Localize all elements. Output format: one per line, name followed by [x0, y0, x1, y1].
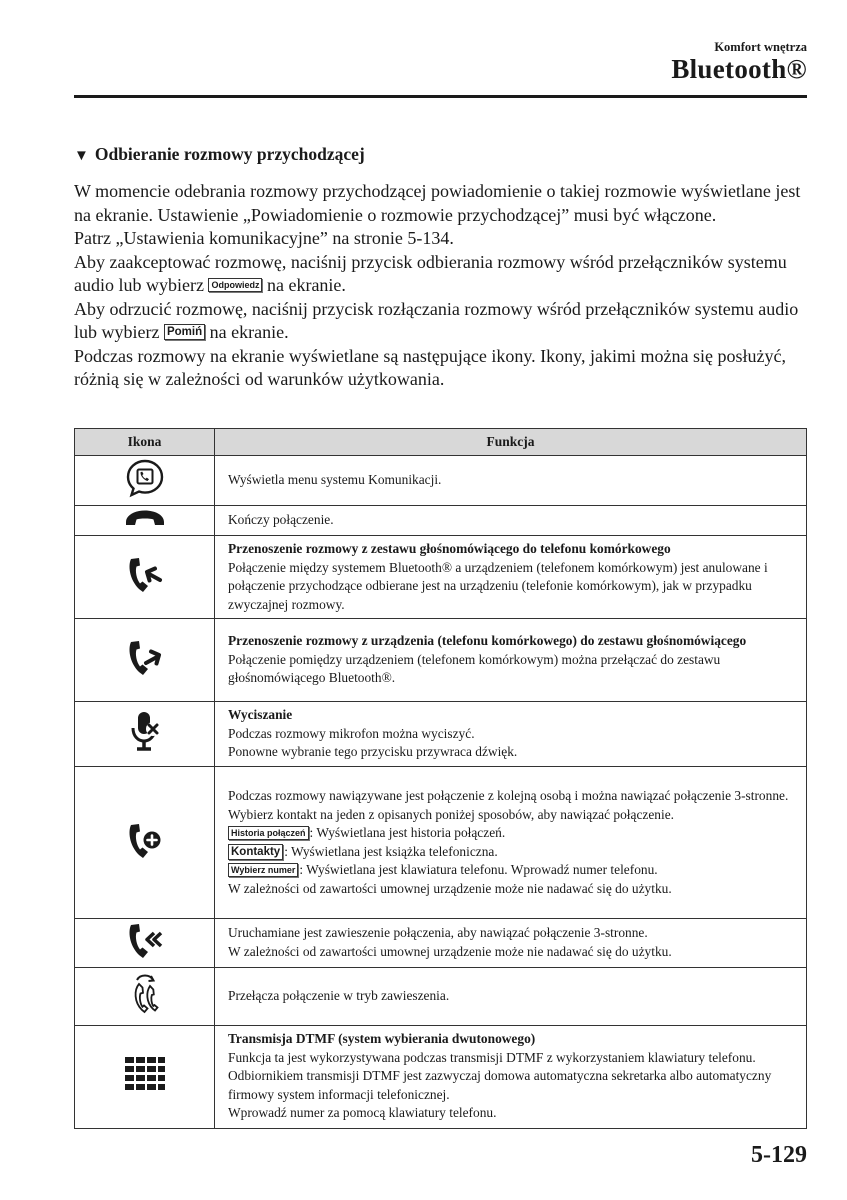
table-row	[75, 767, 807, 919]
section-heading	[74, 144, 365, 165]
table-row	[75, 536, 807, 619]
function-title: Przenoszenie rozmowy z zestawu głośnomówiącego do telefonu komórkowego	[228, 541, 671, 556]
function-text: Funkcja ta jest wykorzystywana podczas transmisji DTMF z wykorzystaniem klawiatury telefonu. Odbiornikiem transmisji DTMF jest zazwyczaj domowa automatyczna sekretarka albo automatyczny firmowy system informacji telefonicznej.	[228, 1049, 772, 1102]
page-header-title: Bluetooth®	[671, 54, 807, 84]
dial-number-option	[228, 861, 798, 880]
contacts-key-label: Kontakty	[228, 844, 283, 860]
column-header-icon: Ikona	[75, 429, 215, 456]
column-header-function: Funkcja	[215, 429, 807, 456]
contacts-option	[228, 843, 798, 862]
hold-switch-icon	[127, 1004, 163, 1019]
option-text: : Wyświetlana jest książka telefoniczna.	[284, 843, 498, 859]
function-text: Połączenie pomiędzy urządzeniem (telefonem komórkowym) można przełączać do zestawu głośnomówiącego Bluetooth®.	[228, 651, 721, 686]
transfer-to-phone-icon	[125, 583, 165, 598]
function-cell	[215, 536, 807, 619]
paragraph: Podczas rozmowy na ekranie wyświetlane są następujące ikony. Ikony, jakimi można się posłużyć, różnią się w zależności od warunków użytkowania.	[74, 345, 786, 389]
function-text: Uruchamiane jest zawieszenie połączenia, aby nawiązać połączenie 3-stronne.	[228, 925, 648, 941]
function-text: Podczas rozmowy mikrofon można wyciszyć.	[228, 725, 475, 741]
paragraph: W momencie odebrania rozmowy przychodzącej powiadomienie o takiej rozmowie wyświetlane jest na ekranie. Ustawienie „Powiadomienie o rozmowie przychodzącej” musi być włączone.	[74, 181, 801, 225]
function-title: Przenoszenie rozmowy z urządzenia (telefonu komórkowego) do zestawu głośnomówiącego	[228, 633, 747, 649]
icon-cell	[75, 967, 215, 1025]
function-text: Połączenie między systemem Bluetooth® a urządzeniem (telefonem komórkowym) jest anulowane i połączenie przychodzące odbierane jest na urządzeniu (telefonie komórkowym), jak w przypadku zwyczajnej rozmowy.	[228, 559, 768, 612]
function-cell	[215, 967, 807, 1025]
icon-cell	[75, 1025, 215, 1128]
function-text: Kończy połączenie.	[228, 512, 334, 528]
option-text: : Wyświetlana jest klawiatura telefonu. Wprowadź numer telefonu.	[299, 862, 658, 877]
call-history-key-label: Historia połączeń	[228, 826, 309, 840]
icon-cell	[75, 506, 215, 536]
page-number: 5-129	[751, 1142, 807, 1168]
icon-cell	[75, 456, 215, 506]
paragraph-text: Aby odrzucić rozmowę, naciśnij przycisk rozłączania rozmowy wśród przełączników systemu audio lub wybierz	[74, 298, 799, 342]
icon-function-table	[74, 428, 807, 1129]
hang-up-icon	[123, 517, 167, 532]
function-cell	[215, 767, 807, 919]
header-divider	[74, 95, 807, 98]
function-text: Wprowadź numer za pomocą klawiatury telefonu.	[228, 1105, 497, 1121]
option-text: : Wyświetlana jest historia połączeń.	[309, 825, 506, 840]
paragraph: Patrz „Ustawienia komunikacyjne” na stronie 5-134.	[74, 228, 454, 248]
table-row	[75, 919, 807, 968]
chapter-name: Komfort wnętrza	[714, 40, 807, 54]
table-row	[75, 1025, 807, 1128]
dial-number-key-label: Wybierz numer	[228, 863, 298, 877]
paragraph-text: na ekranie.	[266, 275, 346, 295]
function-text: Przełącza połączenie w tryb zawieszenia.	[228, 987, 450, 1003]
table-header-row	[75, 429, 807, 456]
call-history-option	[228, 824, 798, 843]
paragraph-text: Aby zaakceptować rozmowę, naciśnij przycisk odbierania rozmowy wśród przełączników systemu audio lub wybierz	[74, 251, 787, 295]
icon-cell	[75, 536, 215, 619]
heading-marker: ▼	[74, 148, 89, 164]
function-cell	[215, 456, 807, 506]
icon-cell	[75, 919, 215, 968]
transfer-to-handsfree-icon	[125, 666, 165, 681]
function-title: Wyciszanie	[228, 707, 293, 723]
icon-cell	[75, 702, 215, 767]
table-row	[75, 967, 807, 1025]
function-text: Ponowne wybranie tego przycisku przywraca dźwięk.	[228, 744, 518, 760]
section-heading-text: Odbieranie rozmowy przychodzącej	[94, 144, 365, 164]
table-row	[75, 506, 807, 536]
table-row	[75, 619, 807, 702]
communication-menu-icon	[125, 486, 165, 501]
function-cell	[215, 619, 807, 702]
function-note: W zależności od zawartości umownej urządzenie może nie nadawać się do użytku.	[228, 880, 672, 896]
icon-cell	[75, 767, 215, 919]
function-cell	[215, 1025, 807, 1128]
function-cell	[215, 506, 807, 536]
answer-key-label: Odpowiedz	[208, 278, 262, 292]
skip-key-label: Pomiń	[164, 324, 205, 340]
paragraph	[74, 251, 809, 298]
paragraph-text: na ekranie.	[209, 322, 289, 342]
icon-cell	[75, 619, 215, 702]
function-cell	[215, 919, 807, 968]
paragraph	[74, 298, 809, 345]
mute-microphone-icon	[128, 741, 162, 756]
keypad-icon	[123, 1080, 167, 1095]
merge-calls-icon	[125, 949, 165, 964]
function-text: Wyświetla menu systemu Komunikacji.	[228, 472, 442, 488]
intro-text	[74, 180, 809, 392]
function-text: Podczas rozmowy nawiązywane jest połączenie z kolejną osobą i można nawiązać połączenie 3-stronne. Wybierz kontakt na jeden z opisanych poniżej sposobów, aby nawiązać połączenie.	[228, 788, 789, 822]
table-row	[75, 456, 807, 506]
function-cell	[215, 702, 807, 767]
function-title: Transmisja DTMF (system wybierania dwutonowego)	[228, 1031, 536, 1047]
add-call-icon	[125, 849, 165, 864]
table-row	[75, 702, 807, 767]
function-text: W zależności od zawartości umownej urządzenie może nie nadawać się do użytku.	[228, 943, 672, 959]
